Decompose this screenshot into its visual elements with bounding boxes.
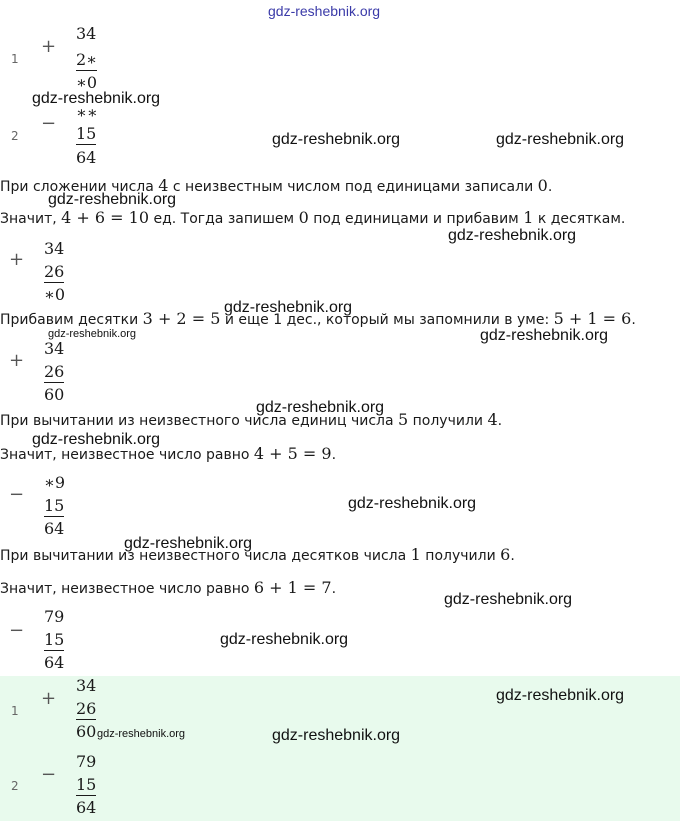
minus-sign: − xyxy=(9,484,25,505)
addend-1: 34 xyxy=(76,676,97,695)
subtrahend: 15 xyxy=(76,775,97,794)
sum-result: 60 xyxy=(76,722,97,741)
addend-2: 26 xyxy=(44,362,65,381)
minus-sign: − xyxy=(41,764,57,785)
row-index: 1 xyxy=(11,52,19,66)
subtrahend: 15 xyxy=(44,630,65,649)
sum-result: ∗0 xyxy=(44,285,66,304)
watermark: gdz-reshebnik.org xyxy=(480,327,609,344)
row-index: 2 xyxy=(11,129,19,143)
difference-result: 64 xyxy=(76,148,97,167)
watermark: gdz-reshebnik.org xyxy=(32,90,161,107)
watermark: gdz-reshebnik.org xyxy=(224,299,353,316)
solution-paragraph: При вычитании из неизвестного числа единиц числа 5 получили 4. xyxy=(0,410,503,429)
difference-result: 64 xyxy=(76,798,97,817)
minuend: ∗9 xyxy=(44,473,66,492)
watermark: gdz-reshebnik.org xyxy=(444,591,573,608)
row-index: 2 xyxy=(11,779,19,793)
sum-result: 60 xyxy=(44,385,65,404)
minuend: 79 xyxy=(44,607,65,626)
watermark: gdz-reshebnik.org xyxy=(272,131,401,148)
watermark: gdz-reshebnik.org xyxy=(348,495,477,512)
sum-result: ∗0 xyxy=(76,73,98,92)
plus-sign: + xyxy=(41,36,57,57)
watermark: gdz-reshebnik.org xyxy=(272,727,401,744)
plus-sign: + xyxy=(41,688,57,709)
solution-paragraph: Значит, неизвестное число равно 6 + 1 = 7. xyxy=(0,578,337,597)
watermark: gdz-reshebnik.org xyxy=(448,227,577,244)
watermark: gdz-reshebnik.org xyxy=(496,687,625,704)
solution-paragraph: Значит, неизвестное число равно 4 + 5 = 9. xyxy=(0,444,337,463)
solution-paragraph: При вычитании из неизвестного числа десятков числа 1 получили 6. xyxy=(0,545,515,564)
solution-paragraph: При сложении числа 4 с неизвестным числом под единицами записали 0. xyxy=(0,176,553,195)
difference-result: 64 xyxy=(44,519,65,538)
minus-sign: − xyxy=(9,620,25,641)
watermark: gdz-reshebnik.org xyxy=(220,631,349,648)
watermark: gdz-reshebnik.org xyxy=(256,399,385,416)
addend-1: 34 xyxy=(44,339,65,358)
solution-paragraph: Значит, 4 + 6 = 10 ед. Тогда запишем 0 под единицами и прибавим 1 к десяткам. xyxy=(0,208,626,227)
minus-sign: − xyxy=(41,113,57,134)
addend-1: 34 xyxy=(44,239,65,258)
subtrahend: 15 xyxy=(76,124,97,143)
addend-2: 26 xyxy=(44,262,65,281)
plus-sign: + xyxy=(9,350,25,371)
solution-paragraph: Прибавим десятки 3 + 2 = 5 и еще 1 дес., который мы запомнили в уме: 5 + 1 = 6. xyxy=(0,309,636,328)
plus-sign: + xyxy=(9,249,25,270)
watermark: gdz-reshebnik.org xyxy=(32,431,161,448)
addend-1: 34 xyxy=(76,24,97,43)
difference-result: 64 xyxy=(44,653,65,672)
addend-2: 2∗ xyxy=(76,50,98,69)
site-header-watermark[interactable]: gdz-reshebnik.org xyxy=(268,3,381,19)
minuend: 79 xyxy=(76,752,97,771)
minuend: ∗∗ xyxy=(76,103,98,122)
watermark: gdz-reshebnik.org xyxy=(48,328,137,340)
watermark: gdz-reshebnik.org xyxy=(97,728,186,740)
watermark: gdz-reshebnik.org xyxy=(124,535,253,552)
subtrahend: 15 xyxy=(44,496,65,515)
addend-2: 26 xyxy=(76,699,97,718)
watermark: gdz-reshebnik.org xyxy=(496,131,625,148)
row-index: 1 xyxy=(11,704,19,718)
watermark: gdz-reshebnik.org xyxy=(48,191,177,208)
